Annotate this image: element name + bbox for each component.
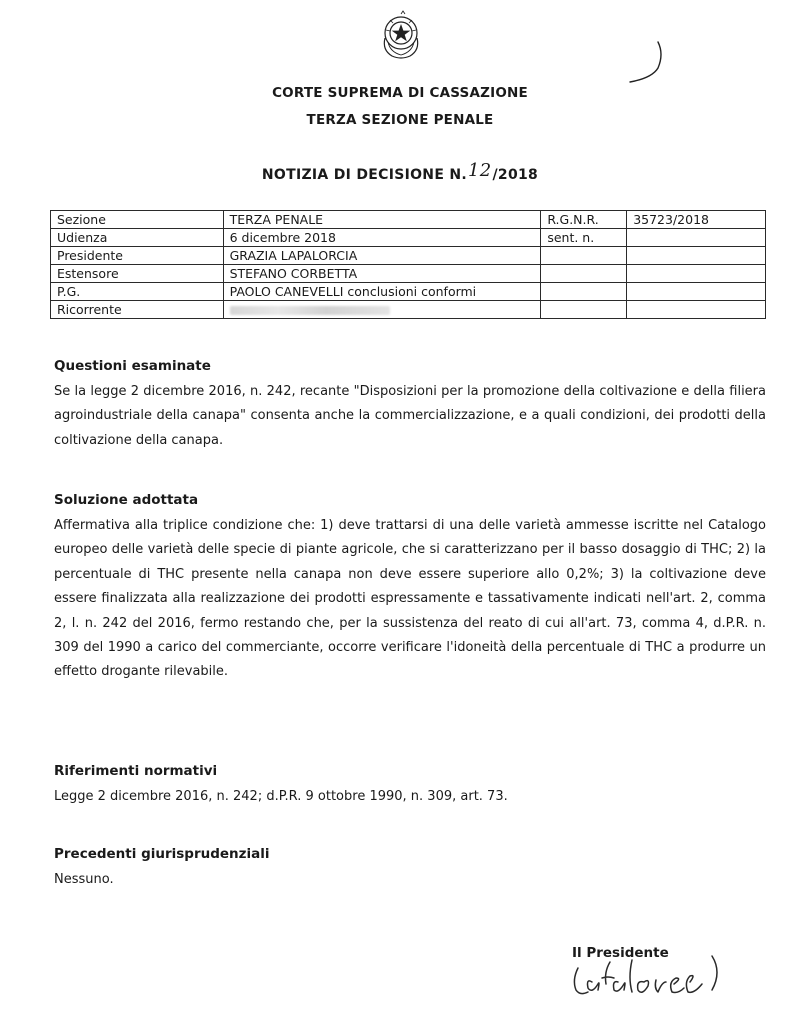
row-value-sezione: TERZA PENALE (223, 211, 541, 229)
table-row (51, 211, 766, 229)
empty-cell (541, 283, 627, 301)
table-row (51, 247, 766, 265)
table-row (51, 283, 766, 301)
section-body: Affermativa alla triplice condizione che: 1) deve trattarsi di una delle varietà ammesse iscritte nel Catalogo europeo delle varietà delle specie di piante agricole, che si caratterizzano per il basso dosaggio di THC; 2) la percentuale di THC presente nella canapa non deve essere superiore allo 0,2%; 3) la coltivazione deve essere finalizzata alla realizzazione dei prodotti espressamente e tassativamente indicati nell'art. 2, comma 2, l. n. 242 del 2016, fermo restando che, per la sussistenza del reato di cui all'art. 73, comma 4, d.P.R. n. 309 del 1990 a carico del commerciante, occorre verificare l'idoneità della percentuale di THC a produrre un effetto drogante rilevabile. (54, 518, 766, 680)
section-questioni (54, 358, 766, 453)
table-row (51, 229, 766, 247)
president-signature (562, 938, 732, 998)
table-row (51, 265, 766, 283)
court-section: TERZA SEZIONE PENALE (306, 112, 494, 128)
decision-number-handwritten: 12 (468, 160, 492, 181)
section-body: Legge 2 dicembre 2016, n. 242; d.P.R. 9 ottobre 1990, n. 309, art. 73. (54, 789, 508, 804)
rgnr-value: 35723/2018 (627, 211, 766, 229)
section-soluzione (54, 492, 766, 685)
row-value-pg: PAOLO CANEVELLI conclusioni conformi (223, 283, 541, 301)
court-name: CORTE SUPREMA DI CASSAZIONE (272, 85, 528, 101)
sent-label: sent. n. (541, 229, 627, 247)
president-label: Il Presidente (572, 945, 669, 961)
empty-cell (541, 247, 627, 265)
empty-cell (627, 301, 766, 319)
row-label-estensore: Estensore (51, 265, 224, 283)
empty-cell (541, 301, 627, 319)
decision-prefix: NOTIZIA DI DECISIONE N. (261, 167, 467, 183)
row-value-ricorrente (223, 301, 541, 319)
sent-value (627, 229, 766, 247)
empty-cell (541, 265, 627, 283)
row-value-estensore: STEFANO CORBETTA (223, 265, 541, 283)
republic-emblem-icon (378, 8, 424, 62)
decision-title (0, 160, 800, 184)
empty-cell (627, 265, 766, 283)
section-title: Soluzione adottata (54, 492, 199, 508)
row-value-udienza: 6 dicembre 2018 (223, 229, 541, 247)
row-label-ricorrente: Ricorrente (51, 301, 224, 319)
section-precedenti (54, 846, 766, 892)
section-title: Riferimenti normativi (54, 763, 218, 779)
section-title: Precedenti giurisprudenziali (54, 846, 270, 862)
section-riferimenti (54, 763, 766, 809)
section-body: Nessuno. (54, 872, 114, 887)
empty-cell (627, 283, 766, 301)
row-label-sezione: Sezione (51, 211, 224, 229)
handwritten-mark (624, 38, 672, 88)
section-title: Questioni esaminate (54, 358, 211, 374)
rgnr-label: R.G.N.R. (541, 211, 627, 229)
section-body: Se la legge 2 dicembre 2016, n. 242, recante "Disposizioni per la promozione della coltivazione e della filiera agroindustriale della canapa" consenta anche la commercializzazione, e a quali condizioni, dei prodotti della coltivazione della canapa. (54, 384, 766, 448)
row-label-udienza: Udienza (51, 229, 224, 247)
decision-year: /2018 (492, 167, 539, 183)
row-label-pg: P.G. (51, 283, 224, 301)
case-info-table (50, 210, 766, 319)
table-row (51, 301, 766, 319)
row-value-presidente: GRAZIA LAPALORCIA (223, 247, 541, 265)
redacted-block (230, 306, 390, 315)
empty-cell (627, 247, 766, 265)
row-label-presidente: Presidente (51, 247, 224, 265)
